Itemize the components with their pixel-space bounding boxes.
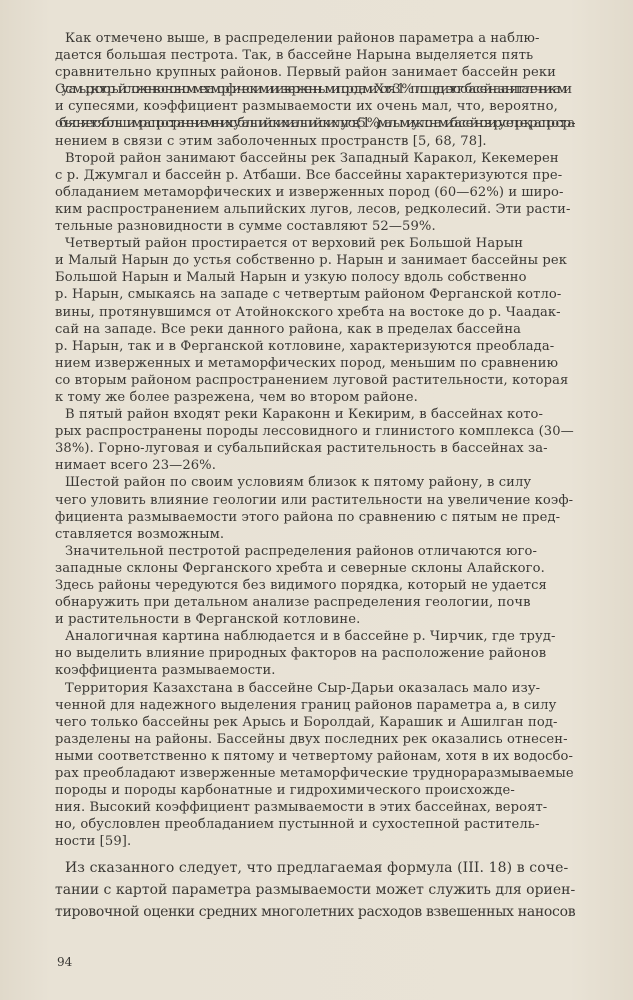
- text-line: дается большая пестрота. Так, в бассейне Нарына выделяется пять: [55, 48, 534, 64]
- text-line: ности [59].: [55, 834, 132, 850]
- paragraph: [55, 235, 575, 406]
- text-line: нимает всего 23—26%.: [55, 458, 216, 474]
- text-line: Здесь районы чередуются без видимого порядка, который не удается: [55, 578, 547, 593]
- paragraph: [55, 680, 575, 851]
- text-line: и супесями, коэффициент размываемости их очень мал, что, вероятно,: [55, 99, 558, 115]
- text-line: сай на западе. Все реки данного района, как в пределах бассейна: [55, 321, 522, 337]
- paragraph: [55, 406, 575, 474]
- text-line: западные склоны Ферганского хребта и северные склоны Алайского.: [55, 560, 545, 576]
- text-line: и растительности в Ферганской котловине.: [55, 612, 361, 628]
- text-line: но, обусловлен преобладанием пустынной и сухостепной раститель-: [55, 817, 540, 833]
- paragraph: [55, 628, 575, 679]
- text-line: чего только бассейны рек Арысь и Боролдай, Карашик и Ашилган под-: [55, 714, 558, 730]
- text-line: нием изверженных и метаморфических пород, меньшим по сравнению: [55, 355, 559, 371]
- text-line: Четвертый район простирается от верховий рек Большой Нарын: [65, 236, 524, 252]
- text-line: к тому же более разрежена, чем во втором районе.: [55, 389, 418, 405]
- text-line: с р. Джумгал и бассейн р. Атбаши. Все бассейны характеризуются пре-: [55, 167, 563, 183]
- text-line: породы и породы карбонатные и гидрохимического происхожде-: [55, 783, 515, 799]
- text-line: ными соответственно к пятому и четвертому районам, хотя в их водосбо-: [55, 748, 574, 764]
- text-line: 38%). Горно-луговая и субальпийская растительность в бассейнах за-: [55, 441, 548, 457]
- text-line: Территория Казахстана в бассейне Сыр-Дарьи оказалась мало изу-: [65, 680, 541, 696]
- text-line: обладанием метаморфических и изверженных пород (60—62%) и широ-: [55, 184, 564, 200]
- text-line: вины, протянувшимся от Атойнокского хребта на востоке до р. Чаадак-: [55, 304, 561, 320]
- text-line: разделены на районы. Бассейны двух последних рек оказались отнесен-: [55, 731, 568, 747]
- paragraph: [55, 30, 575, 150]
- text-line: ставляется возможным.: [55, 526, 225, 542]
- text-line: и Малый Нарын до устья собственно р. Нарын и занимает бассейны рек: [55, 253, 568, 269]
- body-text: [55, 30, 575, 923]
- text-line: но выделить влияние природных факторов на расположение районов: [55, 646, 547, 662]
- text-line: объясняется большим распространением в них субальпийских и альпийских лугов (51%), малыми уклонами бассейнов и русел рек, распростра-: [55, 116, 573, 132]
- text-line: рах преобладают изверженные метаморфические труднораразмываемые: [55, 766, 574, 782]
- text-line: р. Нарын, смыкаясь на западе с четвертым районом Ферганской котло-: [55, 287, 562, 303]
- text-line: тании с картой параметра размываемости может служить для ориен-: [55, 881, 575, 898]
- text-line: ченной для надежного выделения границ районов параметра a, в силу: [55, 697, 557, 713]
- text-line: В пятый район входят реки Караконн и Кекирим, в бассейнах кото-: [65, 407, 544, 423]
- text-line: Второй район занимают бассейны рек Западный Каракол, Кекемерен: [65, 150, 559, 166]
- paragraph: [55, 857, 575, 923]
- text-line: рых распространены породы лессовидного и глинистого комплекса (30—: [55, 424, 574, 440]
- text-line: коэффициента размываемости.: [55, 663, 276, 679]
- text-line: Как отмечено выше, в распределении районов параметра a наблю-: [65, 31, 540, 46]
- paragraph: [55, 150, 575, 235]
- text-line: Сусамыр, который сложен в основном метаморфическими и изверженными породами. Хотя 31% площади этого бассейна занят галечниками: [55, 82, 569, 98]
- page-number: 94: [57, 955, 73, 969]
- text-line: нением в связи с этим заболоченных пространств [5, 68, 78].: [55, 133, 487, 149]
- text-line: обнаружить при детальном анализе распределения геологии, почв: [55, 595, 531, 611]
- paragraph: [55, 474, 575, 542]
- text-line: со вторым районом распространением луговой растительности, которая: [55, 372, 569, 388]
- text-line: фициента размываемости этого района по сравнению с пятым не пред-: [55, 509, 561, 525]
- text-line: Аналогичная картина наблюдается и в бассейне р. Чирчик, где труд-: [65, 629, 556, 645]
- text-line: Значительной пестротой распределения районов отличаются юго-: [65, 543, 538, 559]
- text-line: ким распространением альпийских лугов, лесов, редколесий. Эти расти-: [55, 201, 571, 217]
- text-line: р. Нарын, так и в Ферганской котловине, характеризуются преоблада-: [55, 338, 555, 354]
- text-line: Шестой район по своим условиям близок к пятому району, в силу: [65, 475, 532, 491]
- paragraph: [55, 543, 575, 628]
- text-line: ния. Высокий коэффициент размываемости в этих бассейнах, вероят-: [55, 800, 548, 816]
- text-line: Из сказанного следует, что предлагаемая формула (III. 18) в соче-: [65, 859, 569, 876]
- text-line: Большой Нарын и Малый Нарын и узкую полосу вдоль собственно: [55, 270, 527, 286]
- text-line: тировочной оценки средних многолетних расходов взвешенных наносов: [55, 903, 575, 920]
- text-line: чего уловить влияние геологии или растительности на увеличение коэф-: [55, 492, 574, 508]
- text-line: сравнительно крупных районов. Первый район занимает бассейн реки: [55, 65, 556, 81]
- text-line: тельные разновидности в сумме составляют 52—59%.: [55, 219, 436, 235]
